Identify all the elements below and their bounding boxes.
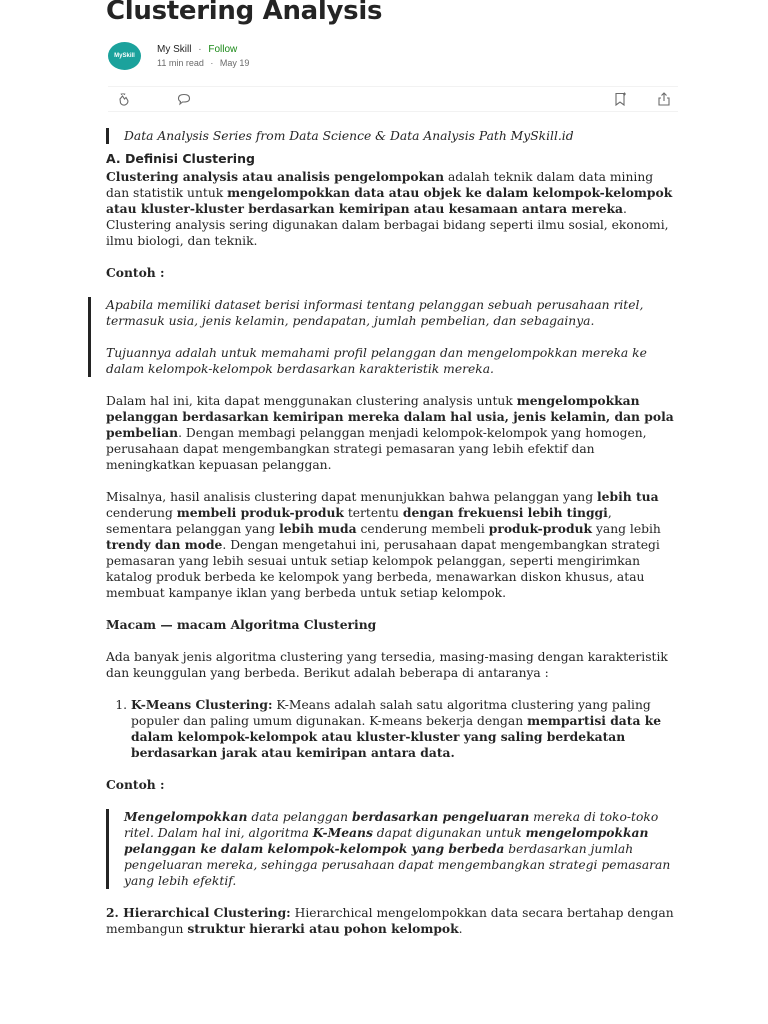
meta-separator: · xyxy=(210,58,214,68)
meta-separator: · xyxy=(198,44,202,55)
article-action-bar xyxy=(108,86,678,112)
read-time: 11 min read xyxy=(157,58,204,68)
paragraph-definition: Clustering analysis atau analisis pengelompokan adalah teknik dalam data mining dan statistik untuk mengelompokkan data atau objek ke dalam kelompok-kelompok atau kluster-kluster berdasarkan kemiripan atau kesamaan antara mereka. Clustering analysis sering digunakan dalam berbagai bidang seperti ilmu sosial, ekonomi, ilmu biologi, dan teknik. xyxy=(106,169,673,248)
bookmark-icon[interactable] xyxy=(612,91,628,107)
publish-date: May 19 xyxy=(219,58,250,68)
share-icon[interactable] xyxy=(656,91,672,107)
paragraph-customer-clustering: Dalam hal ini, kita dapat menggunakan clustering analysis untuk mengelompokkan pelanggan berdasarkan kemiripan mereka dalam hal usia, jenis kelamin, dan pola pembelian. Dengan membagi pelanggan menjadi kelompok-kelompok yang homogen, perusahaan dapat mengembangkan strategi pemasaran yang lebih efektif dan meningkatkan kepuasan pelanggan. xyxy=(106,393,674,472)
section-heading-definisi: A. Definisi Clustering xyxy=(106,151,255,166)
article-title: Clustering Analysis xyxy=(106,0,383,26)
comment-icon[interactable] xyxy=(176,91,192,107)
author-name[interactable]: My Skill xyxy=(157,44,192,55)
example-quote-2: Mengelompokkan data pelanggan berdasarkan pengeluaran mereka di toko-toko ritel. Dalam hal ini, algoritma K-Means dapat digunakan untuk mengelompokkan pelanggan ke dalam kelompok-kelompok yang berbeda berdasarkan jumlah pengeluaran mereka, sehingga perusahaan dapat mengembangkan strategi pemasaran yang lebih efektif. xyxy=(106,809,680,889)
series-quote: Data Analysis Series from Data Science & Data Analysis Path MySkill.id xyxy=(106,128,680,144)
follow-button[interactable]: Follow xyxy=(208,44,238,55)
author-avatar[interactable]: MySkill xyxy=(108,42,141,70)
paragraph-example-result: Misalnya, hasil analisis clustering dapat menunjukkan bahwa pelanggan yang lebih tua cenderung membeli produk-produk tertentu dengan frekuensi lebih tinggi, sementara pelanggan yang lebih muda cenderung membeli produk-produk yang lebih trendy dan mode. Dengan mengetahui ini, perusahaan dapat mengembangkan strategi pemasaran yang lebih sesuai untuk setiap kelompok pelanggan, seperti mengirimkan katalog produk berbeda ke kelompok yang berbeda, menawarkan diskon khusus, atau membuat kampanye iklan yang berbeda untuk setiap kelompok. xyxy=(106,489,661,600)
clap-icon[interactable] xyxy=(116,91,132,107)
author-meta xyxy=(157,44,357,68)
paragraph-algorithm-intro: Ada banyak jenis algoritma clustering yang tersedia, masing-masing dengan karakteristik dan keunggulan yang berbeda. Berikut adalah beberapa di antaranya : xyxy=(106,650,668,680)
article-body xyxy=(106,128,680,937)
paragraph-hierarchical: 2. Hierarchical Clustering: Hierarchical mengelompokkan data secara bertahap dengan membangun struktur hierarki atau pohon kelompok. xyxy=(106,905,674,936)
section-heading-macam: Macam — macam Algoritma Clustering xyxy=(106,617,377,632)
example-quote-1 xyxy=(88,297,680,377)
example-quote-1a: Apabila memiliki dataset berisi informasi tentang pelanggan sebuah perusahaan ritel, termasuk usia, jenis kelamin, pendapatan, jumlah pembelian, dan sebagainya. xyxy=(106,298,644,328)
example-quote-1b: Tujuannya adalah untuk memahami profil pelanggan dan mengelompokkan mereka ke dalam kelompok-kelompok berdasarkan karakteristik mereka. xyxy=(106,346,647,376)
list-item-kmeans: 1. K-Means Clustering: K-Means adalah salah satu algoritma clustering yang paling populer dan paling umum digunakan. K-means bekerja dengan mempartisi data ke dalam kelompok-kelompok atau kluster-kluster yang saling berdekatan berdasarkan jarak atau kemiripan antara data. xyxy=(131,697,680,761)
contoh-label: Contoh : xyxy=(106,265,165,280)
contoh-label: Contoh : xyxy=(106,777,165,792)
algorithm-list xyxy=(106,697,680,761)
